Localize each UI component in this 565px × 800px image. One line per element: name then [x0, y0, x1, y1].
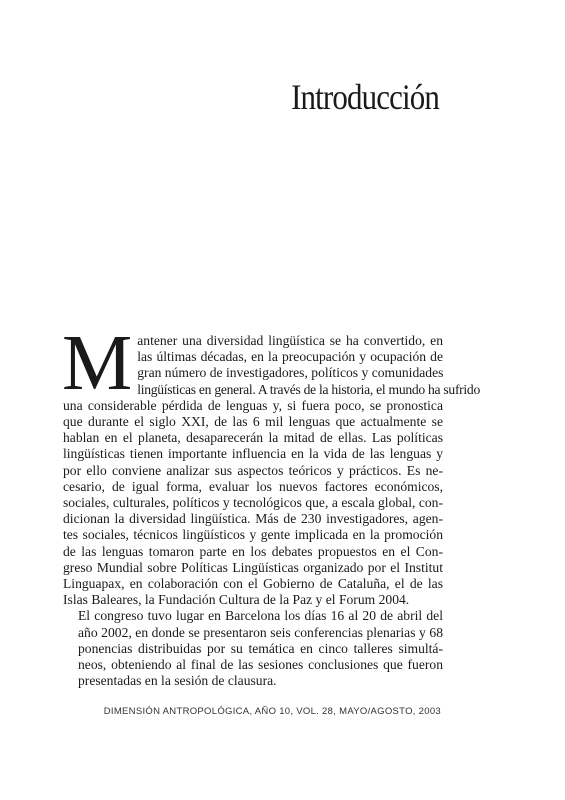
- text-line: Linguapax, en colaboración con el Gobierno de Cataluña, el de las: [63, 576, 443, 592]
- text-line: tes sociales, técnicos lingüísticos y gente implicada en la promoción: [63, 527, 443, 543]
- text-line: las últimas décadas, en la preocupación y ocupación de: [137, 349, 443, 365]
- text-line: lingüísticas en general. A través de la historia, el mundo ha sufrido: [137, 381, 480, 397]
- paragraph-1: [62, 320, 480, 608]
- text-line: sociales, culturales, políticos y tecnológicos que, a escala global, con-: [63, 495, 443, 511]
- text-line: antener una diversidad lingüística se ha convertido, en: [137, 333, 443, 348]
- text-line: año 2002, en donde se presentaron seis conferencias plenarias y 68: [78, 624, 443, 640]
- text-line: greso Mundial sobre Políticas Lingüísticas organizado por el Institut: [63, 559, 443, 575]
- text-line: neos, obteniendo al final de las sesiones conclusiones que fueron: [78, 657, 443, 673]
- running-footer: DIMENSIÓN ANTROPOLÓGICA, AÑO 10, VOL. 28, MAYO/AGOSTO, 2003: [103, 706, 441, 717]
- text-line: cesario, de igual forma, evaluar los nuevos factores económicos,: [63, 478, 443, 494]
- page-title: Introducción: [291, 77, 439, 117]
- text-line: dicionan la diversidad lingüística. Más de 230 investigadores, agen-: [63, 511, 443, 527]
- text-line: una considerable pérdida de lenguas y, si fuera poco, se pronostica: [63, 397, 443, 413]
- text-line: que durante el siglo XXI, de las 6 mil lenguas que actualmente se: [63, 414, 443, 430]
- text-line: lingüísticas tienen importante influencia en la vida de las lenguas y: [63, 446, 443, 462]
- text-line: Islas Baleares, la Fundación Cultura de la Paz y el Forum 2004.: [63, 592, 410, 608]
- body-text: [62, 320, 480, 689]
- text-line: El congreso tuvo lugar en Barcelona los días 16 al 20 de abril del: [78, 608, 443, 624]
- paragraph-2: [63, 608, 443, 689]
- text-line: presentadas en la sesión de clausura.: [78, 673, 277, 689]
- text-line: por ello conviene analizar sus aspectos teóricos y prácticos. Es ne-: [63, 462, 443, 478]
- drop-cap: M: [62, 320, 133, 407]
- text-line: hablan en el planeta, desaparecerán la mitad de ellas. Las políticas: [63, 430, 443, 446]
- text-line: ponencias distribuidas por su temática en cinco talleres simultá-: [78, 640, 443, 656]
- text-line: gran número de investigadores, políticos y comunidades: [137, 365, 444, 381]
- text-line: de las lenguas tomaron parte en los debates propuestos en el Con-: [63, 543, 443, 559]
